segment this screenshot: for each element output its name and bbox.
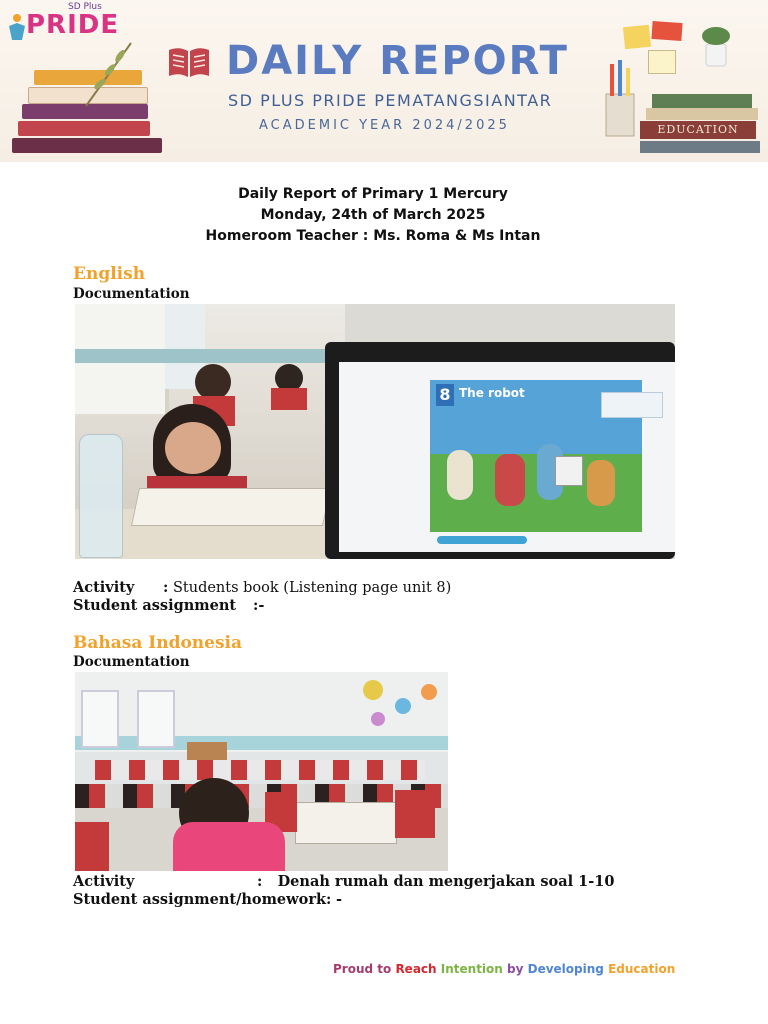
activity-separator: : [163, 579, 169, 596]
assignment-value: :- [253, 597, 265, 614]
screen-lesson-title: The robot [459, 386, 525, 400]
documentation-label: Documentation [73, 286, 190, 302]
english-class-photo [75, 304, 675, 559]
documentation-label: Documentation [73, 654, 190, 670]
assignment-value: - [335, 891, 342, 908]
date-line: Monday, 24th of March 2025 [260, 207, 486, 223]
logo-figure-icon [6, 12, 28, 42]
assignment-label: Student assignment [73, 597, 237, 614]
activity-value: Students book (Listening page unit 8) [172, 580, 452, 596]
class-line: Daily Report of Primary 1 Mercury [238, 186, 508, 202]
education-book-label: EDUCATION [640, 121, 756, 139]
english-assignment-line [73, 597, 264, 614]
tagline-word-2: Reach [395, 962, 437, 976]
bahasa-class-photo [75, 672, 448, 871]
desk-illustration [592, 14, 768, 162]
banner-academic-year: ACADEMIC YEAR 2024/2025 [259, 118, 510, 133]
logo-small-text: SD Plus [68, 2, 102, 12]
bahasa-activity-line [73, 873, 614, 890]
english-activity-line [73, 579, 451, 596]
unit-number-badge: 8 [436, 384, 454, 406]
cactus-pot-icon [696, 22, 736, 72]
tagline-word-4: by [507, 962, 524, 976]
section-title-bahasa-indonesia: Bahasa Indonesia [73, 633, 243, 653]
pencil-cup-icon [598, 60, 642, 140]
banner-title: DAILY REPORT [226, 38, 569, 84]
activity-label: Activity [73, 873, 135, 890]
plant-sprig-icon [76, 38, 136, 108]
tagline-word-1: Proud to [333, 962, 392, 976]
teacher-line: Homeroom Teacher : Ms. Roma & Ms Intan [205, 228, 541, 244]
tagline-word-6: Education [608, 962, 676, 976]
activity-label: Activity [73, 579, 135, 596]
report-heading [0, 184, 746, 247]
section-title-english: English [73, 264, 146, 284]
book-stack-illustration [12, 58, 172, 162]
assignment-label: Student assignment/homework: [73, 891, 332, 908]
tagline-word-3: Intention [440, 962, 503, 976]
bahasa-assignment-line [73, 891, 342, 908]
activity-separator: : [257, 873, 263, 890]
open-book-icon [166, 44, 212, 80]
header-banner [0, 0, 768, 162]
activity-value: Denah rumah dan mengerjakan soal 1-10 [277, 873, 615, 890]
footer-tagline [333, 962, 675, 976]
logo-main-text: PRIDE [26, 10, 120, 40]
banner-subtitle: SD PLUS PRIDE PEMATANGSIANTAR [228, 91, 553, 110]
tagline-word-5: Developing [527, 962, 604, 976]
